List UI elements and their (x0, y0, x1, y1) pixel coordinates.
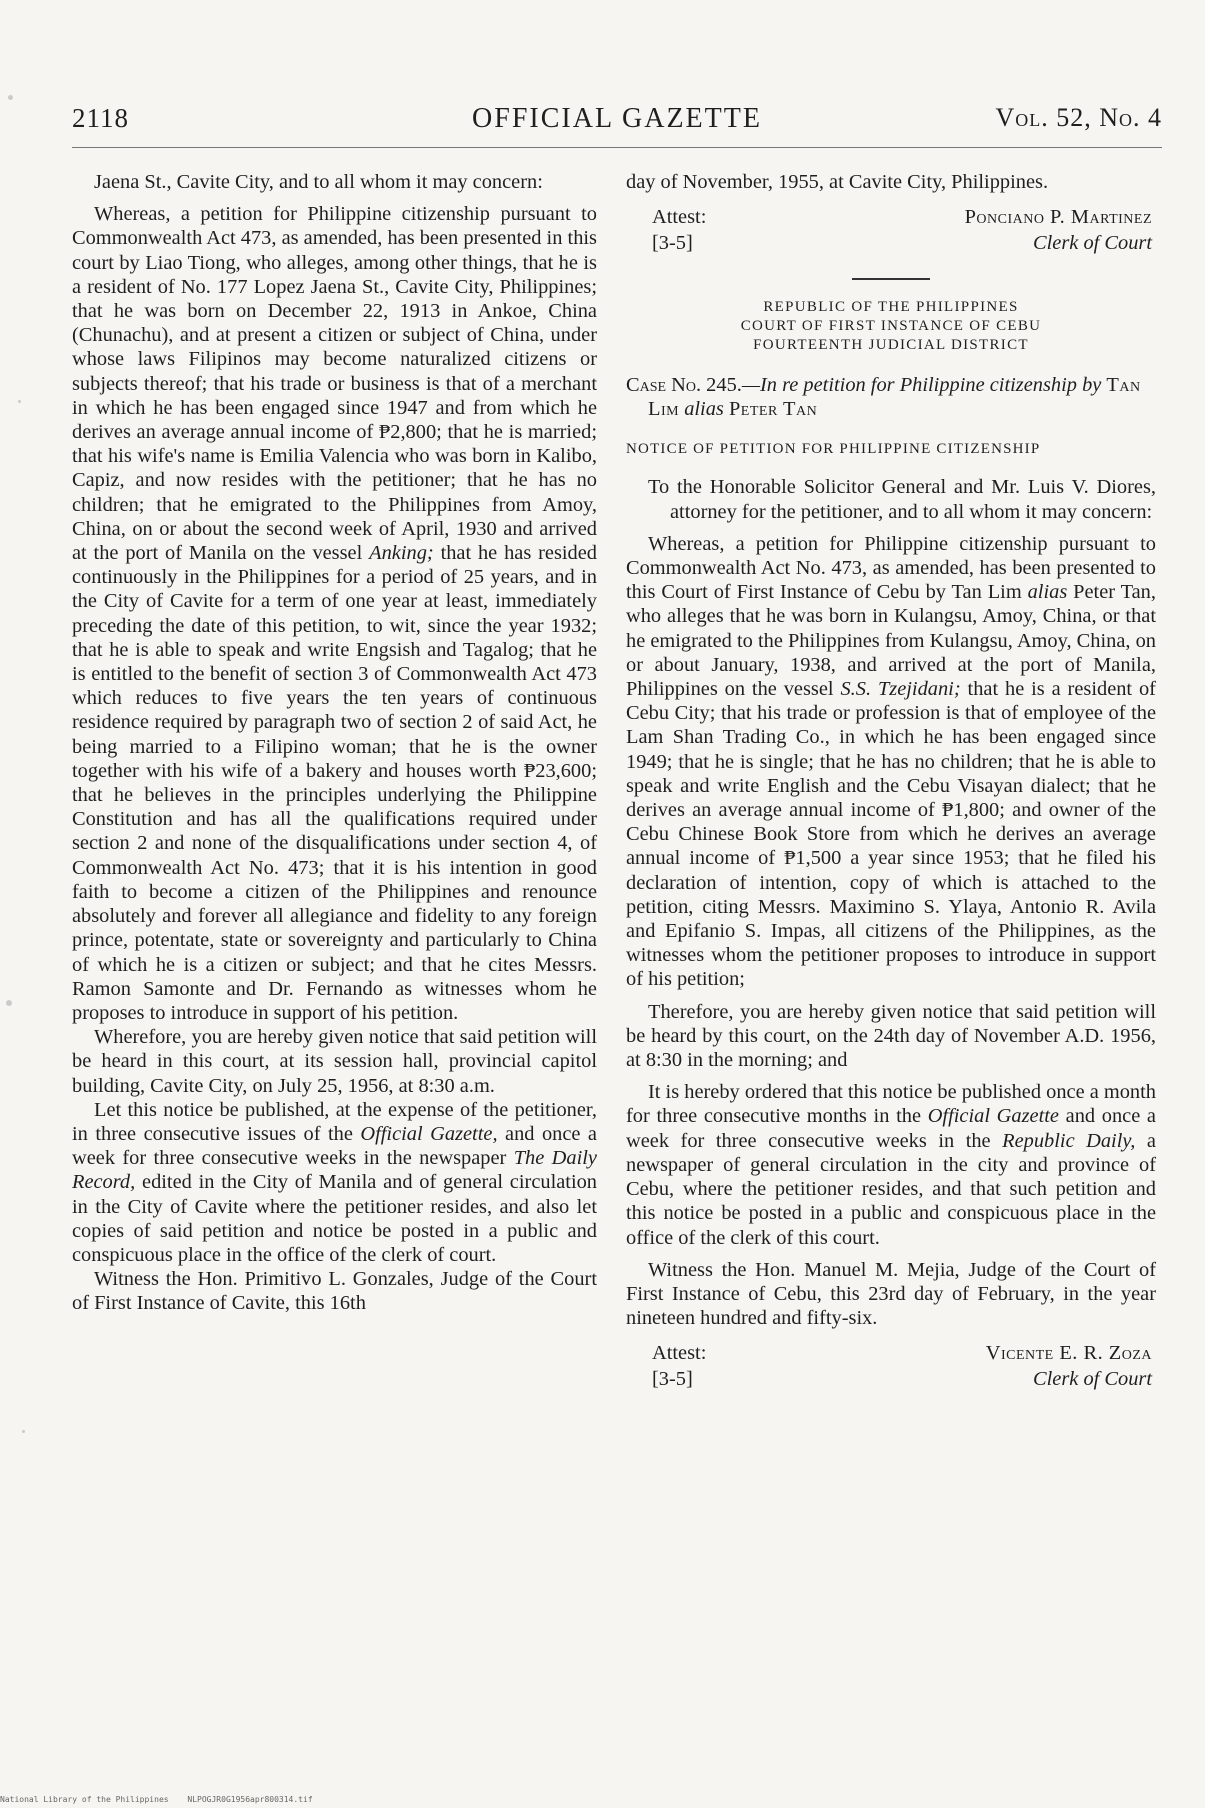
therefore-paragraph: Therefore, you are hereby given notice that said petition will be heard by this court, on the 24th day of November A.D. 1956, at 8:30 in the morning; and (626, 1000, 1156, 1072)
clerk-name: Vicente E. R. Zoza (985, 1342, 1152, 1365)
republic-daily-title: Republic Daily, (1002, 1129, 1136, 1152)
clerk-title: Clerk of Court (1033, 232, 1152, 255)
library-credit: National Library of the Philippines (0, 1795, 169, 1804)
clerk-title: Clerk of Court (1033, 1368, 1152, 1391)
publication-order-paragraph: It is hereby ordered that this notice be published once a month for three consecutive months in the Official Gazette and once a week for three consecutive weeks in the Republic Daily, a newspaper of general circulation in the city and province of Cebu, where the petitioner resides, and that such petition and this notice be posted in a public and conspicuous place in the office of the clerk of this court. (626, 1081, 1156, 1249)
left-column (72, 170, 597, 1316)
issue-reference: [3-5] (652, 232, 693, 255)
volume-number: Vol. 52, No. 4 (995, 103, 1162, 132)
scan-speck (6, 1000, 12, 1006)
scan-speck (8, 95, 13, 100)
section-divider (852, 278, 930, 280)
page-number: 2118 (72, 103, 129, 133)
whereas-paragraph: Whereas, a petition for Philippine citizenship pursuant to Commonwealth Act 473, as amended, has been presented in this court by Liao Tiong, who alleges, among other things, that he is a resident of No. 177 Lopez Jaena St., Cavite City, Philippines; that he was born on December 22, 1913 in Ankoe, China (Chunachu), and at present a citizen or subject of China, under whose laws Filipinos may become naturalized citizens or subjects thereof; that his trade or business is that of a merchant in which he has been engaged since 1947 and from which he derives an average annual income of ₱2,800; that he is married; that his wife's name is Emilia Valencia who was born in Kalibo, Capiz, and now resides with the petitioner; that he has no children; that he emigrated to the Philippines from Amoy, China, on or about the second week of April, 1930 and arrived at the port of Manila on the vessel Anking; that he has resided continuously in the Philippines for a period of 25 years, and in the City of Cavite for a term of one year at least, immediately preceding the date of this petition, to wit, since the year 1932; that he is able to speak and write Engsish and Tagalog; that he is entitled to the benefit of section 3 of Commonwealth Act 473 which reduces to five years the ten years of continuous residence required by paragraph two of section 2 of said Act, he being married to a Filipino woman; that he is the owner together with his wife of a bakery and houses worth ₱23,600; that he believes in the principles underlying the Philippine Constitution and has all the qualifications required under section 2 and none of the disqualifications under section 4, of Commonwealth Act No. 473; that it is his intention in good faith to become a citizen of the Philippines and renounce absolutely and forever all allegiance and fidelity to any foreign prince, potentate, state or sovereignty and particularly to China of which he is a citizen or subject; and that he cites Messrs. Ramon Samonte and Dr. Fernando as witnesses whom he proposes to introduce in support of his petition. (72, 203, 597, 1024)
addressee: To the Honorable Solicitor General and Mr. Luis V. Diores, attorney for the petitioner, and to all whom it may concern: (648, 476, 1156, 523)
official-gazette-title: Official Gazette (927, 1105, 1059, 1128)
case-number: Case No. 245. (626, 374, 742, 397)
witness-continuation: day of November, 1955, at Cavite City, Philippines. (626, 171, 1049, 193)
court-heading-line: COURT OF FIRST INSTANCE OF CEBU (740, 318, 1042, 335)
court-heading-line: FOURTEENTH JUDICIAL DISTRICT (753, 337, 1029, 354)
publication-title: OFFICIAL GAZETTE (472, 103, 762, 134)
page-header (72, 103, 1162, 143)
witness-paragraph: Witness the Hon. Manuel M. Mejia, Judge of the Court of First Instance of Cebu, this 23rd day of February, in the year nineteen hundred and fifty-six. (626, 1258, 1156, 1330)
attest-label: Attest: (652, 206, 707, 229)
scan-filename: NLPOGJR0G1956apr800314.tif (187, 1795, 313, 1804)
court-heading (626, 298, 1156, 355)
header-rule (72, 147, 1162, 148)
clerk-name: Ponciano P. Martinez (964, 206, 1152, 229)
official-gazette-title: Official Gazette, (360, 1122, 498, 1145)
vessel-name: S.S. Tzejidani; (840, 678, 961, 701)
scan-footer (0, 1795, 327, 1804)
attest-label: Attest: (652, 1342, 707, 1365)
court-heading-line: REPUBLIC OF THE PHILIPPINES (763, 299, 1019, 316)
attestation-block (626, 1340, 1156, 1392)
wherefore-paragraph: Wherefore, you are hereby given notice that said petition will be heard in this court, at its session hall, provincial capitol building, Cavite City, on July 25, 1956, at 8:30 a.m. (72, 1026, 597, 1097)
publication-order-paragraph: Let this notice be published, at the expense of the petitioner, in three consecutive issues of the Official Gazette, and once a week for three consecutive weeks in the newspaper The Daily Record, edited in the City of Manila and of general circulation in the City of Cavite where the petitioner resides, and also let copies of said petition and notice be posted in a public and conspicuous place in the office of the clerk of court. (72, 1098, 598, 1266)
addressee-continuation: Jaena St., Cavite City, and to all whom it may concern: (94, 171, 543, 193)
daily-record-title: The Daily Record, (72, 1147, 597, 1194)
issue-reference: [3-5] (652, 1368, 693, 1391)
witness-paragraph: Witness the Hon. Primitivo L. Gonzales, Judge of the Court of First Instance of Cavite, this 16th (72, 1268, 597, 1315)
vessel-name: Anking; (369, 542, 434, 565)
right-column (626, 170, 1156, 1392)
scan-speck (22, 1430, 25, 1433)
attestation-block (626, 204, 1156, 256)
whereas-paragraph: Whereas, a petition for Philippine citizenship pursuant to Commonwealth Act No. 473, as amended, has been presented to this Court of First Instance of Cebu by Tan Lim alias Peter Tan, who alleges that he was born in Kulangsu, Amoy, China, or that he emigrated to the Philippines from Kulangsu, Amoy, China, on or about January, 1938, and arrived at the port of Manila, Philippines on the vessel S.S. Tzejidani; that he is a resident of Cebu City; that his trade or profession is that of employee of the Lam Shan Trading Co., in which he has been engaged since 1949; that he is single; that he has no children; that he is able to speak and write English and the Cebu Visayan dialect; that he derives an average annual income of ₱1,800; and owner of the Cebu Chinese Book Store from which he derives an average annual income of ₱1,500 a year since 1953; that he filed his declaration of intention, copy of which is attached to the petition, citing Messrs. Maximino S. Ylaya, Antonio R. Avila and Epifanio S. Impas, all citizens of the Philippines, as the witnesses whom the petitioner proposes to introduce in support of his petition; (626, 532, 1156, 991)
scan-speck (18, 400, 21, 403)
case-title: Case No. 245.—In re petition for Philippine citizenship by Tan Lim alias Peter Tan (626, 374, 1141, 421)
notice-heading: NOTICE OF PETITION FOR PHILIPPINE CITIZENSHIP (626, 441, 1041, 458)
